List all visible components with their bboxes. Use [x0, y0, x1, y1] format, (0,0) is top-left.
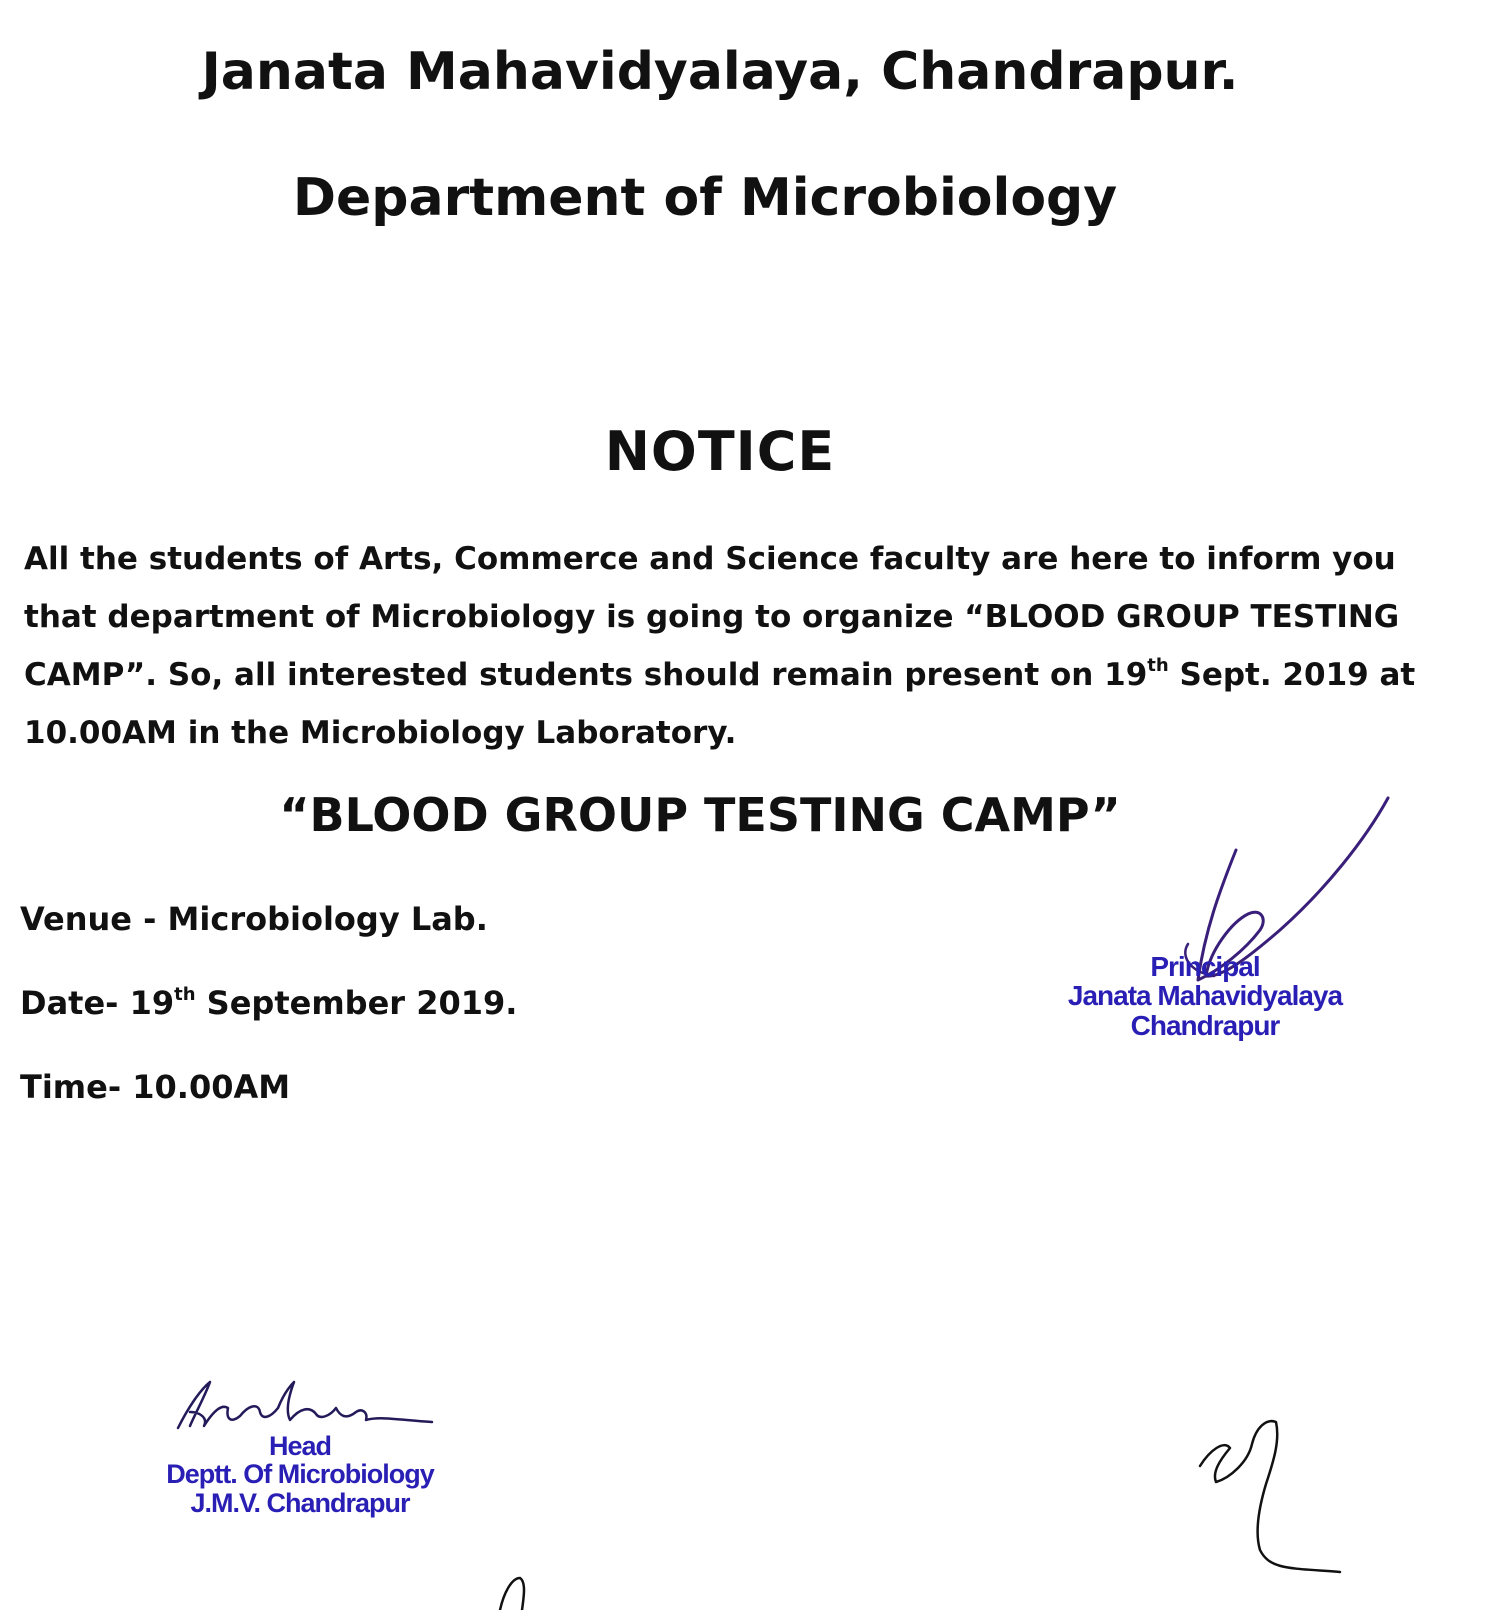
hod-stamp [120, 1432, 480, 1517]
partial-signature [490, 1572, 550, 1610]
time-line: Time- 10.00AM [20, 1068, 291, 1106]
notice-title: NOTICE [604, 420, 836, 483]
notice-body [24, 530, 1416, 762]
date-text: Date- 19 [20, 984, 175, 1022]
hod-stamp-title: Head [268, 1431, 332, 1461]
date-line [20, 984, 517, 1022]
date-tail: September 2019. [195, 984, 518, 1022]
misc-signature [1190, 1400, 1360, 1610]
principal-stamp [1040, 952, 1370, 1040]
hod-stamp-dept: Deptt. Of Microbiology [166, 1459, 434, 1490]
college-name: Janata Mahavidyalaya, Chandrapur. [201, 42, 1239, 102]
principal-stamp-title: Principal [1150, 951, 1260, 982]
principal-stamp-city: Chandrapur [1130, 1009, 1280, 1041]
notice-line-4: 10.00AM in the Microbiology Laboratory. [24, 715, 737, 751]
notice-line-1: All the students of Arts, Commerce and Science faculty are here to inform you [24, 541, 1396, 577]
notice-line-3-text: CAMP”. So, all interested students should remain present on 19 [24, 657, 1148, 693]
hod-stamp-college: J.M.V. Chandrapur [190, 1487, 410, 1518]
venue-line: Venue - Microbiology Lab. [20, 900, 488, 938]
notice-line-3-tail: Sept. 2019 at [1168, 657, 1416, 693]
department-name: Department of Microbiology [292, 168, 1118, 228]
principal-stamp-college: Janata Mahavidyalaya [1067, 980, 1343, 1012]
camp-title: “BLOOD GROUP TESTING CAMP” [279, 788, 1121, 842]
notice-line-2: that department of Microbiology is going to organize “BLOOD GROUP TESTING [24, 599, 1400, 635]
date-ordinal-suffix: th [174, 984, 196, 1005]
notice-line-3 [24, 646, 1416, 704]
ordinal-suffix: th [1147, 655, 1169, 676]
hod-signature [170, 1368, 440, 1438]
